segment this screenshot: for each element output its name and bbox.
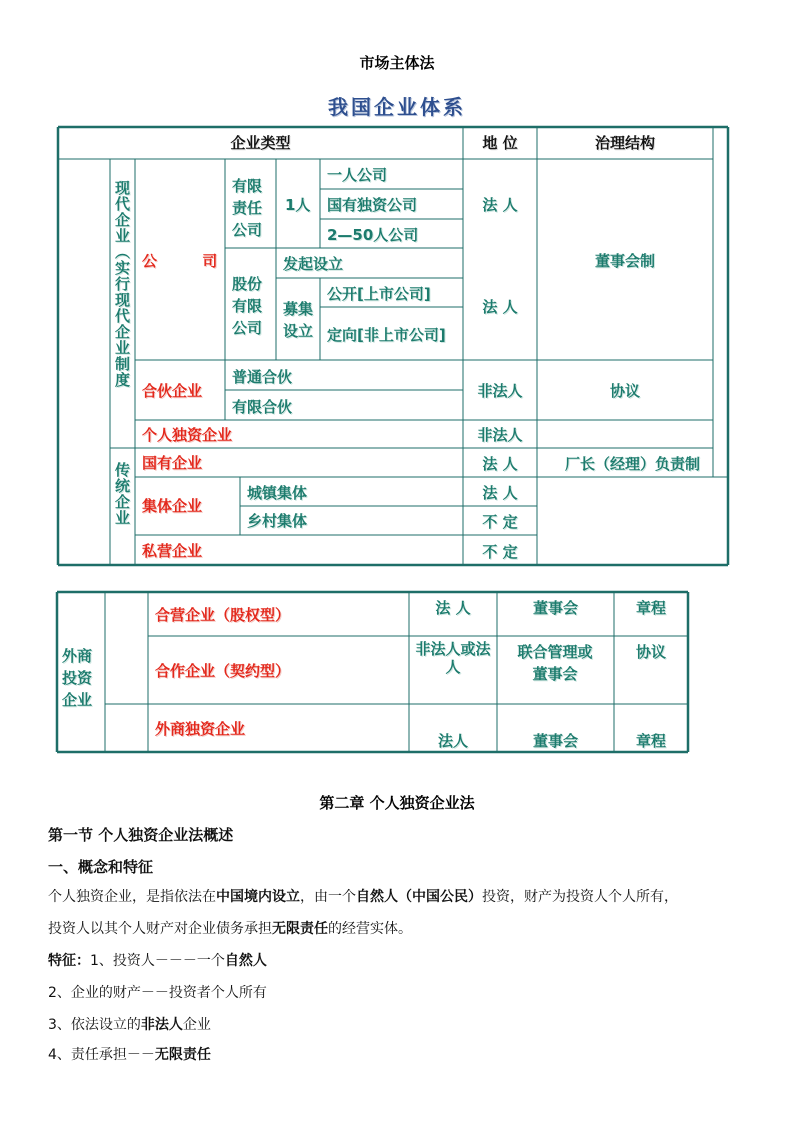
definition-text: ，由一个	[300, 889, 356, 905]
status-undetermined-rural: 不 定	[482, 513, 518, 531]
foreign-investment-label: 外商投资企业	[62, 647, 93, 709]
one-person-label: 1人	[285, 196, 311, 214]
chapter-heading: 第二章 个人独资企业法	[319, 794, 475, 812]
header-governance: 治理结构	[594, 134, 655, 152]
definition-text: 投资人以其个人财产对企业债务承担	[48, 921, 272, 937]
wfoe-document: 章程	[635, 732, 666, 750]
wfoe-label: 外商独资企业	[155, 720, 246, 738]
header-enterprise-type: 企业类型	[230, 134, 291, 152]
definition-line-1	[48, 886, 678, 906]
document-title: 市场主体法	[359, 54, 435, 72]
company-label: 公 司	[142, 252, 218, 270]
status-non-legal-partnership: 非法人	[477, 382, 523, 400]
governance-director-responsibility: 厂长（经理）负责制	[564, 455, 700, 473]
emphasis-domestic: 中国境内设立	[216, 889, 300, 905]
system-title: 我国企业体系	[328, 95, 466, 119]
raising-establishment: 募集设立	[283, 300, 314, 340]
governance-agreement: 协议	[609, 382, 640, 400]
promoter-establishment: 发起设立	[283, 255, 344, 273]
governance-board: 董事会制	[594, 252, 655, 270]
status-legal-person-jsc: 法 人	[482, 298, 518, 316]
status-legal-person-state: 法 人	[482, 455, 518, 473]
feature-text: 4、责任承担－－	[48, 1047, 155, 1063]
wfoe-status: 法人	[437, 732, 468, 750]
feature-1	[48, 950, 267, 970]
feature-emphasis: 非法人	[140, 1017, 183, 1033]
contract-jv-label: 合作企业（契约型）	[155, 662, 291, 680]
contract-jv-status: 非法人或法人	[415, 640, 491, 676]
limited-partnership: 有限合伙	[232, 398, 293, 416]
equity-jv-label: 合营企业（股权型）	[155, 606, 291, 624]
emphasis-unlimited-liability: 无限责任	[272, 921, 328, 937]
rural-collective: 乡村集体	[247, 512, 308, 530]
status-undetermined-private: 不 定	[482, 543, 518, 561]
status-legal-person-urban: 法 人	[482, 484, 518, 502]
equity-jv-document: 章程	[635, 599, 666, 617]
contract-jv-document: 协议	[635, 643, 666, 661]
sole-proprietorship-label: 个人独资企业	[142, 426, 233, 444]
definition-text: 投资，财产为投资人个人所有，	[482, 889, 678, 905]
urban-collective: 城镇集体	[247, 484, 308, 502]
definition-text: 个人独资企业，是指依法在	[48, 889, 216, 905]
public-offering: 公开[上市公司]	[327, 285, 431, 303]
feature-text: 企业	[182, 1017, 211, 1033]
contract-jv-governance: 联合管理或董事会	[517, 643, 593, 683]
feature-emphasis: 自然人	[224, 953, 267, 969]
feature-4	[48, 1044, 211, 1064]
section-heading: 第一节 个人独资企业法概述	[48, 826, 234, 844]
status-non-legal-sole: 非法人	[477, 426, 523, 444]
feature-text: 1、投资人－－－一个	[90, 953, 225, 969]
wfoe-governance: 董事会	[532, 732, 578, 750]
state-owned-label: 国有企业	[142, 454, 203, 472]
private-placement: 定向[非上市公司]	[327, 326, 446, 344]
status-legal-person-llc: 法 人	[482, 196, 518, 214]
private-enterprise-label: 私营企业	[142, 542, 203, 560]
emphasis-natural-person: 自然人（中国公民）	[356, 889, 482, 905]
jsc-label: 股份有限公司	[232, 275, 263, 337]
definition-line-2	[48, 918, 412, 938]
llc-label: 有限责任公司	[232, 177, 263, 239]
one-person-company: 一人公司	[327, 166, 388, 184]
feature-text: 3、依法设立的	[48, 1017, 141, 1033]
feature-3	[48, 1014, 211, 1034]
traditional-enterprise-label: 传统企业	[113, 462, 131, 526]
subsection-heading: 一、概念和特征	[48, 858, 154, 876]
feature-emphasis: 无限责任	[154, 1047, 211, 1063]
feature-label: 特征：	[48, 953, 90, 969]
partnership-label: 合伙企业	[142, 382, 203, 400]
modern-enterprise-label: 现代企业（实行现代企业制度	[113, 180, 131, 388]
collective-label: 集体企业	[142, 497, 203, 515]
state-sole-company: 国有独资公司	[327, 196, 418, 214]
equity-jv-status: 法 人	[435, 599, 471, 617]
multi-person-company: 2—50人公司	[327, 226, 419, 244]
general-partnership: 普通合伙	[232, 368, 293, 386]
header-status: 地 位	[482, 134, 518, 152]
definition-text: 的经营实体。	[328, 921, 412, 937]
feature-2: 2、企业的财产－－投资者个人所有	[48, 985, 267, 1001]
equity-jv-governance: 董事会	[532, 599, 578, 617]
